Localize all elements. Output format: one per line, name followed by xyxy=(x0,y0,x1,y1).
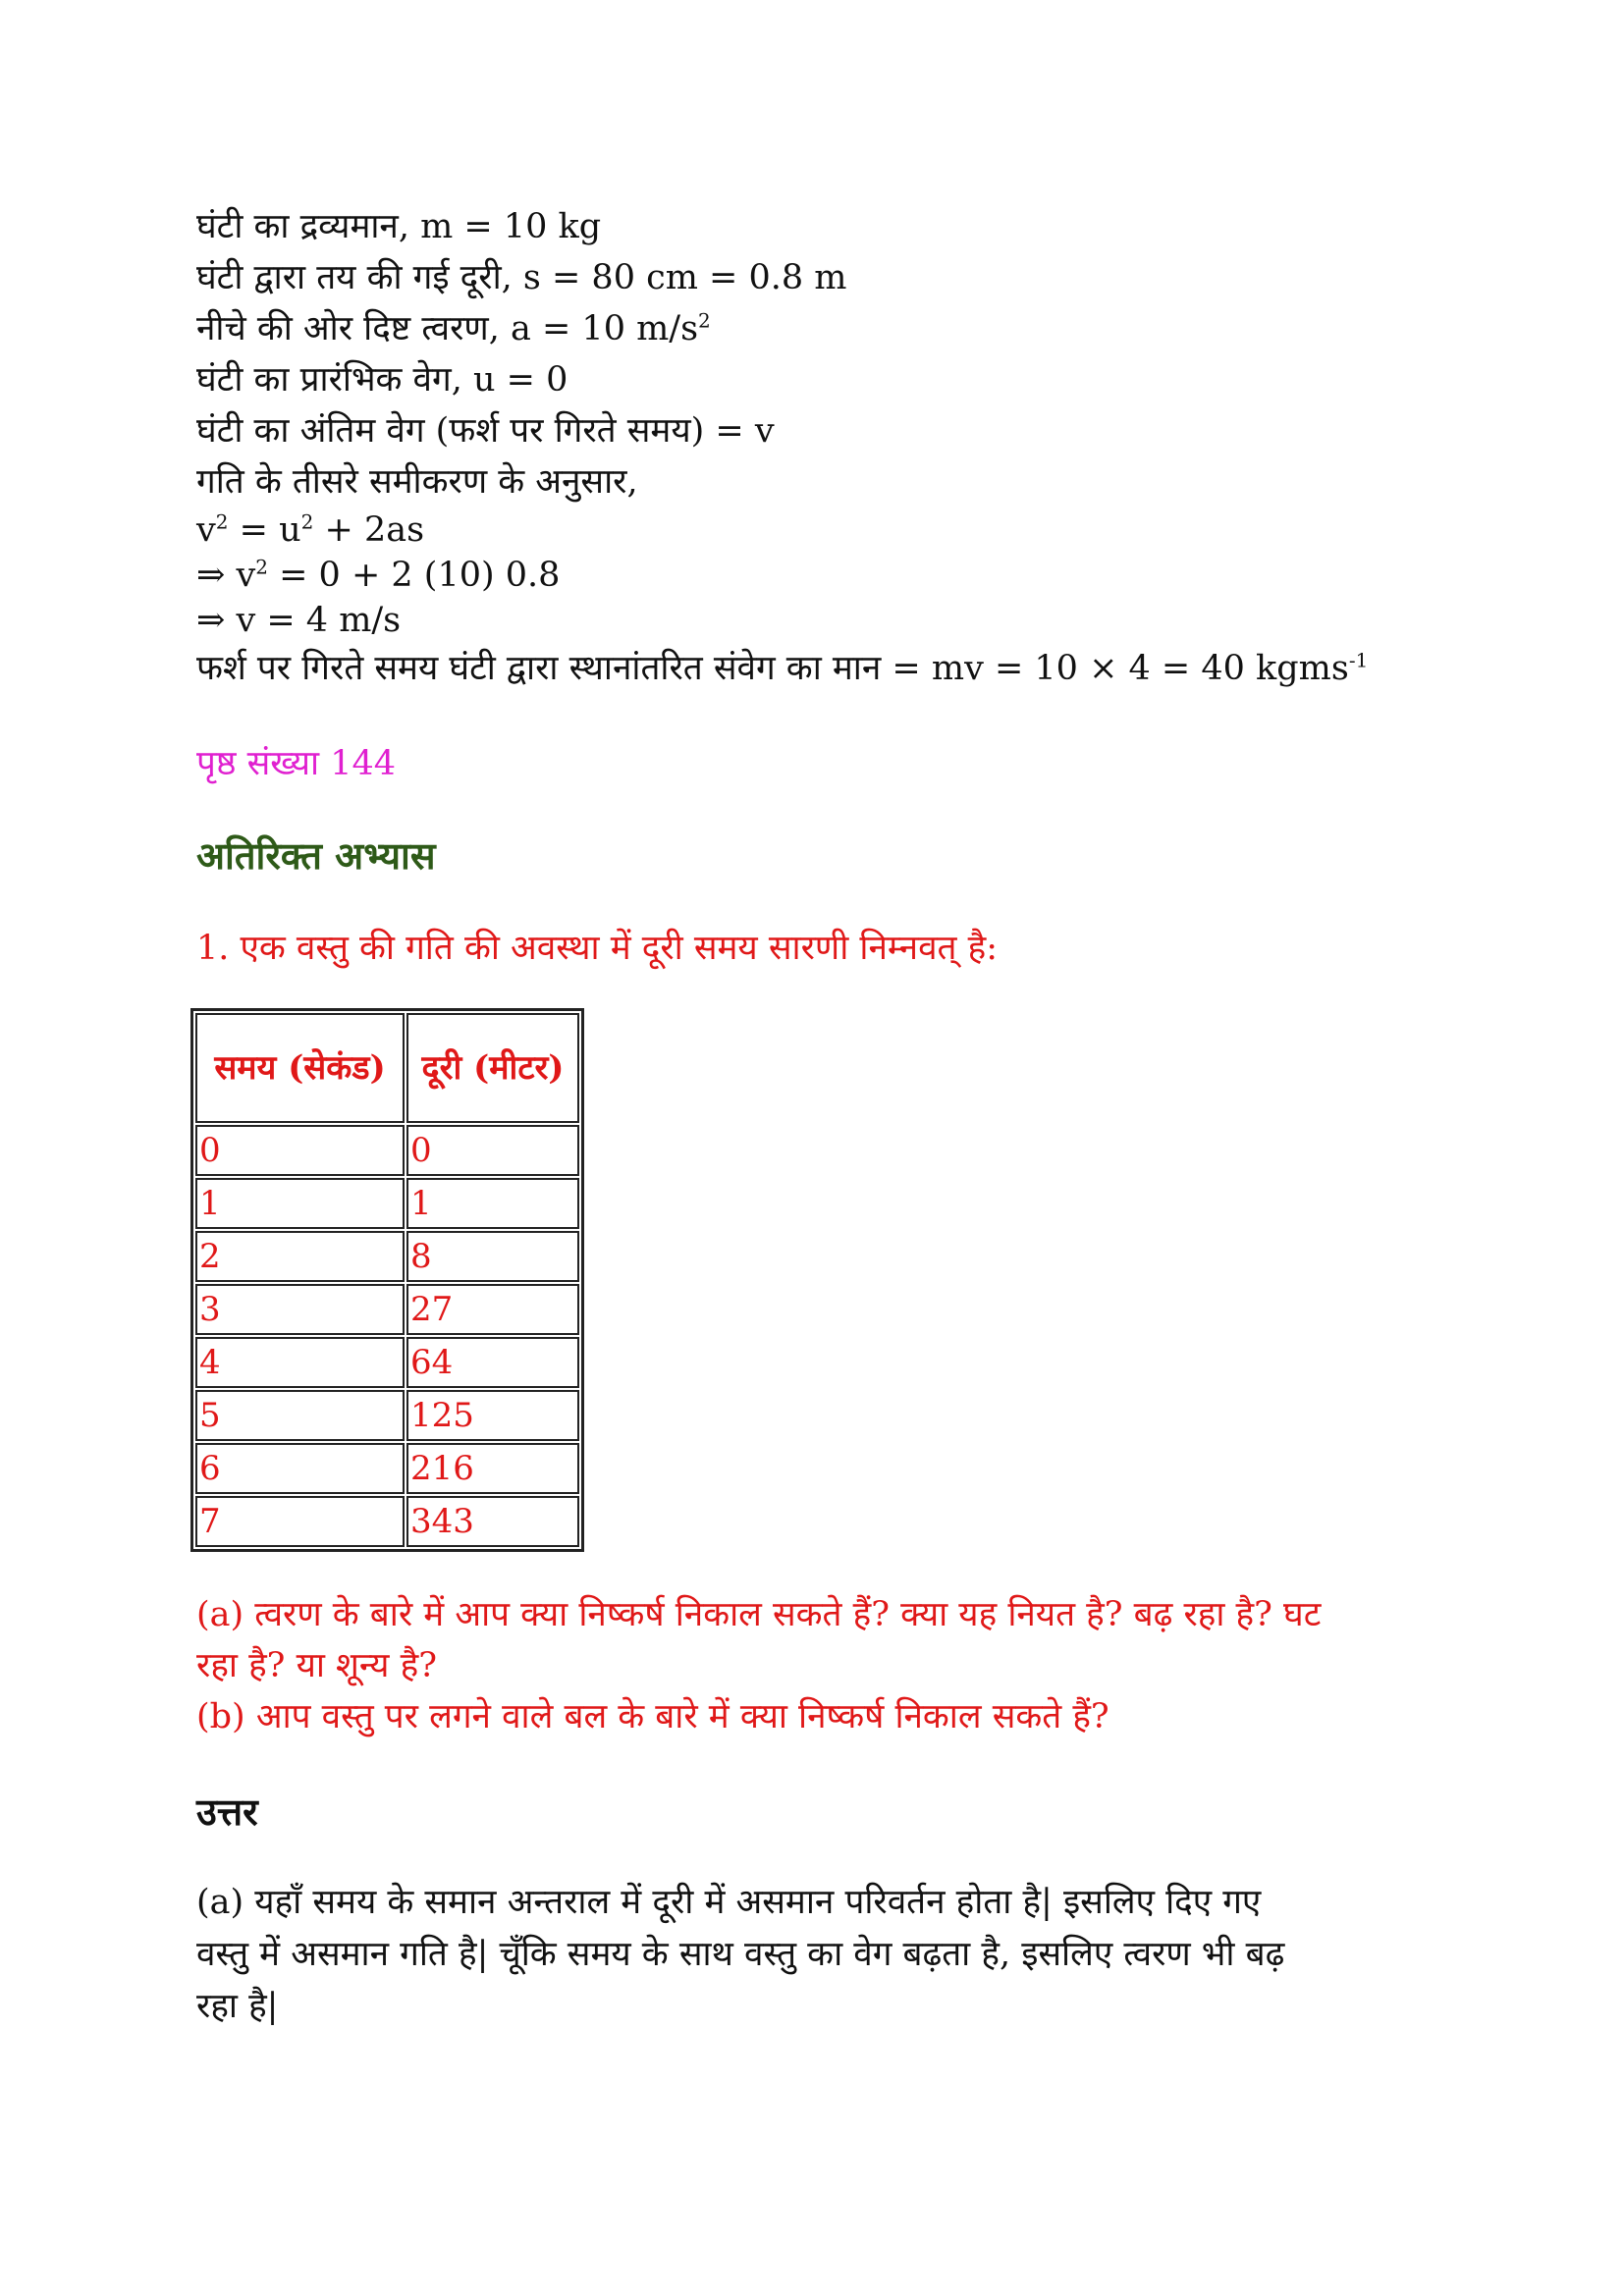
superscript: 2 xyxy=(255,555,268,579)
answer-title: उत्तर xyxy=(196,1789,258,1834)
answer-line-3: रहा है| xyxy=(196,1987,279,2026)
superscript: -1 xyxy=(1348,648,1369,672)
table-row xyxy=(195,1231,579,1282)
table-cell-distance: 64 xyxy=(406,1337,579,1388)
third-equation-intro: गति के तीसरे समीकरण के अनुसार, xyxy=(196,462,638,502)
table-cell-distance: 216 xyxy=(406,1443,579,1494)
superscript: 2 xyxy=(698,308,711,333)
table-cell-distance: 125 xyxy=(406,1390,579,1441)
document-page xyxy=(196,201,1453,2033)
table-row xyxy=(195,1496,579,1547)
given-acceleration-text: नीचे की ओर दिष्ट त्वरण, a = 10 m/s xyxy=(196,309,699,348)
table-header-distance: दूरी (मीटर) xyxy=(406,1013,579,1123)
given-mass: घंटी का द्रव्यमान, m = 10 kg xyxy=(196,207,602,246)
momentum-result xyxy=(196,643,1453,694)
table-cell-distance: 1 xyxy=(406,1178,579,1229)
table-row xyxy=(195,1284,579,1335)
table-cell-time: 3 xyxy=(195,1284,405,1335)
eq1-mid: = u xyxy=(228,510,301,550)
question-part-a-line1: (a) त्वरण के बारे में आप क्या निष्कर्ष निकाल सकते हैं? क्या यह नियत है? बढ़ रहा है? घट xyxy=(196,1595,1322,1634)
table-cell-distance: 27 xyxy=(406,1284,579,1335)
table-cell-distance: 8 xyxy=(406,1231,579,1282)
table-row xyxy=(195,1390,579,1441)
table-cell-time: 7 xyxy=(195,1496,405,1547)
eq1-end: + 2as xyxy=(313,510,425,550)
table-cell-time: 5 xyxy=(195,1390,405,1441)
question-part-b: (b) आप वस्तु पर लगने वाले बल के बारे में क्या निष्कर्ष निकाल सकते हैं? xyxy=(196,1697,1109,1736)
given-initial-velocity: घंटी का प्रारंभिक वेग, u = 0 xyxy=(196,360,568,400)
given-final-velocity: घंटी का अंतिम वेग (फर्श पर गिरते समय) = v xyxy=(196,411,775,451)
table-cell-time: 6 xyxy=(195,1443,405,1494)
equation-3: ⇒ v = 4 m/s xyxy=(196,601,402,640)
table-cell-time: 1 xyxy=(195,1178,405,1229)
momentum-text: फर्श पर गिरते समय घंटी द्वारा स्थानांतरित संवेग का मान = mv = 10 × 4 = 40 kgms xyxy=(196,649,1349,688)
page-number: पृष्ठ संख्या 144 xyxy=(196,744,397,783)
section-title: अतिरिक्त अभ्यास xyxy=(196,833,436,878)
table-row xyxy=(195,1178,579,1229)
table-cell-distance: 343 xyxy=(406,1496,579,1547)
table-cell-time: 4 xyxy=(195,1337,405,1388)
question-part-a-line2: रहा है? या शून्य है? xyxy=(196,1646,437,1685)
answer-line-2: वस्तु में असमान गति है| चूँकि समय के साथ वस्तु का वेग बढ़ता है, इसलिए त्वरण भी बढ़ xyxy=(196,1935,1285,1974)
table-header-row xyxy=(195,1013,579,1123)
superscript: 2 xyxy=(215,509,229,534)
superscript: 2 xyxy=(300,509,314,534)
equation-2 xyxy=(196,553,1453,598)
table-cell-distance: 0 xyxy=(406,1125,579,1176)
table-row xyxy=(195,1337,579,1388)
table-row xyxy=(195,1125,579,1176)
table-header-time: समय (सेकंड) xyxy=(195,1013,405,1123)
given-distance: घंटी द्वारा तय की गई दूरी, s = 80 cm = 0.8 m xyxy=(196,258,847,297)
eq2-pre: ⇒ v xyxy=(196,556,256,595)
answer-line-1: (a) यहाँ समय के समान अन्तराल में दूरी में असमान परिवर्तन होता है| इसलिए दिए गए xyxy=(196,1883,1262,1922)
table-cell-time: 2 xyxy=(195,1231,405,1282)
table-row xyxy=(195,1443,579,1494)
equation-1 xyxy=(196,507,1453,553)
eq2-end: = 0 + 2 (10) 0.8 xyxy=(267,556,561,595)
question-text: 1. एक वस्तु की गति की अवस्था में दूरी समय सारणी निम्नवत् है: xyxy=(196,929,999,968)
given-acceleration xyxy=(196,303,1453,354)
table-cell-time: 0 xyxy=(195,1125,405,1176)
distance-time-table xyxy=(190,1008,584,1552)
eq1-v: v xyxy=(196,510,216,550)
answer-paragraph xyxy=(196,1877,1453,2033)
